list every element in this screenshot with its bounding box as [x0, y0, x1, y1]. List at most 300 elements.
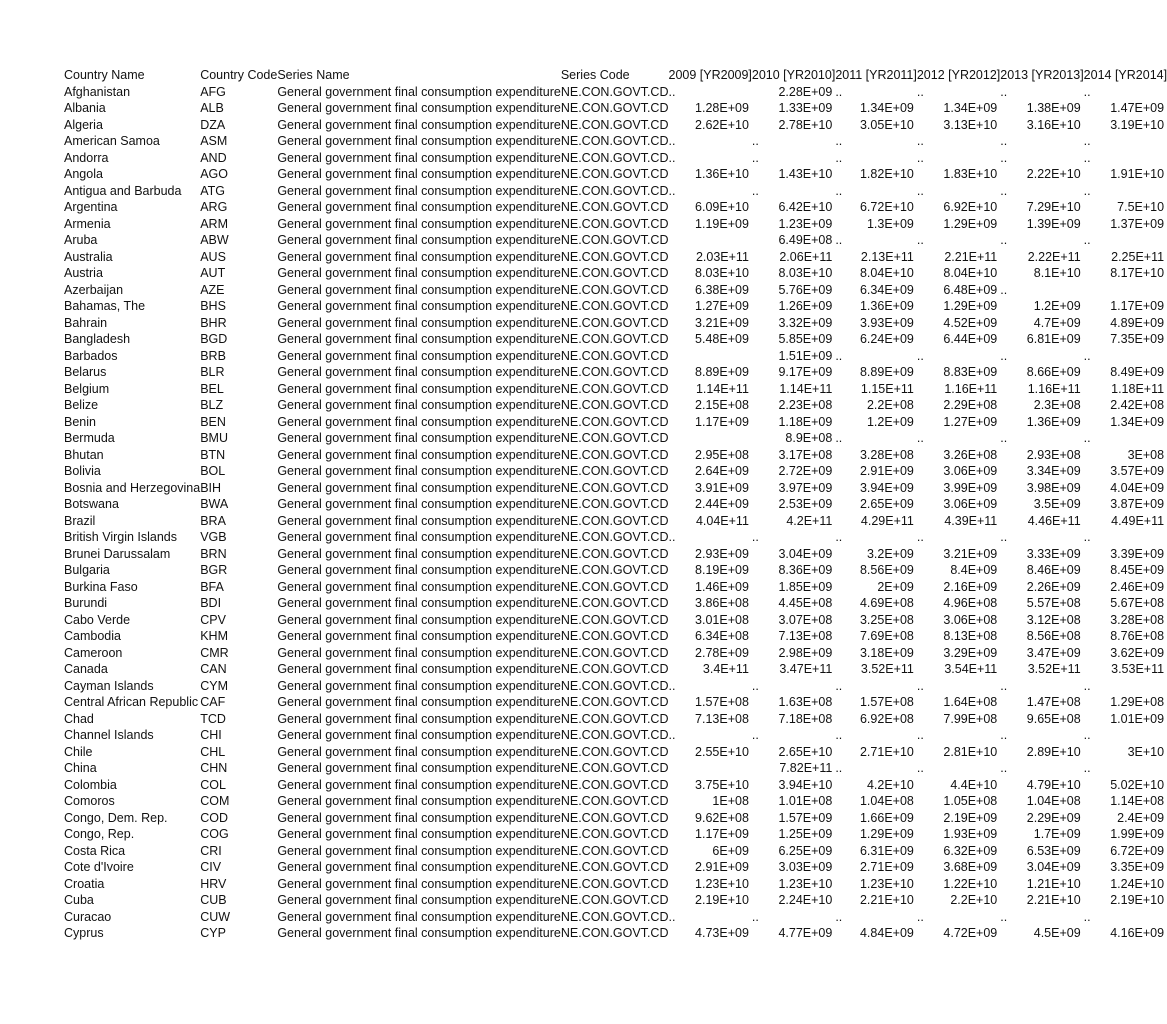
cell-series-name: General government final consumption expenditure — [277, 216, 561, 231]
cell-yr2011: .. — [835, 728, 843, 742]
table-row — [64, 133, 1167, 150]
cell-yr2009: .. — [668, 530, 676, 544]
cell-series-code: NE.CON.GOVT.CD — [560, 513, 669, 528]
cell-yr2010: 2.78E+10 — [778, 117, 833, 132]
cell-country-name: Cayman Islands — [64, 678, 154, 693]
cell-yr2014: 8.76E+08 — [1110, 629, 1165, 643]
table-row — [64, 315, 1167, 332]
table-row — [64, 480, 1167, 497]
cell-yr2011: .. — [835, 761, 843, 775]
cell-country-code: HRV — [200, 876, 227, 891]
cell-yr2012: 4.96E+08 — [943, 596, 998, 610]
cell-country-name: Botswana — [64, 497, 119, 511]
cell-yr2013: 7.29E+10 — [1026, 200, 1081, 214]
cell-yr2010: 7.13E+08 — [778, 629, 833, 643]
cell-series-name: General government final consumption expenditure — [277, 101, 561, 115]
cell-yr2012: 6.92E+10 — [943, 200, 998, 214]
cell-yr2013: 1.7E+09 — [1033, 827, 1081, 841]
cell-country-name: Bulgaria — [64, 563, 110, 577]
cell-series-name: General government final consumption expenditure — [277, 843, 561, 858]
table-body — [64, 84, 1167, 942]
cell-yr2012: 2.29E+08 — [943, 398, 998, 412]
cell-yr2011: 4.2E+10 — [866, 777, 914, 792]
cell-series-name: General government final consumption expenditure — [277, 728, 561, 742]
cell-yr2013: 8.1E+10 — [1033, 266, 1081, 280]
cell-yr2013: 6.53E+09 — [1026, 843, 1081, 858]
cell-series-name: General government final consumption expenditure — [277, 464, 561, 478]
cell-yr2013: 3.16E+10 — [1026, 117, 1081, 132]
cell-yr2014: .. — [1083, 84, 1091, 99]
cell-country-code: BIH — [200, 480, 222, 495]
cell-country-code: COG — [200, 827, 229, 841]
cell-country-code: BEN — [200, 414, 226, 429]
cell-series-name: General government final consumption expenditure — [277, 117, 561, 132]
cell-yr2013: 8.56E+08 — [1026, 629, 1081, 643]
cell-series-name: General government final consumption expenditure — [277, 167, 561, 181]
cell-yr2013: 2.21E+10 — [1026, 893, 1081, 907]
cell-yr2011: 3.93E+09 — [859, 315, 914, 330]
cell-country-code: CRI — [200, 843, 222, 858]
cell-country-name: Costa Rica — [64, 843, 126, 858]
cell-series-code: NE.CON.GOVT.CD — [560, 233, 669, 247]
cell-yr2013: 1.16E+11 — [1027, 381, 1081, 396]
cell-country-code: CUB — [200, 893, 227, 907]
cell-yr2009: .. — [668, 134, 676, 148]
cell-series-name: General government final consumption expenditure — [277, 84, 561, 99]
cell-yr2011: 2.2E+08 — [866, 398, 914, 412]
cell-country-code: CUW — [200, 909, 231, 924]
cell-yr2012: 3.68E+09 — [943, 860, 998, 874]
cell-yr2014: 3.57E+09 — [1110, 464, 1165, 478]
cell-yr2010: 6.25E+09 — [778, 843, 833, 858]
table-row — [64, 562, 1167, 579]
cell-yr2014: 3.62E+09 — [1110, 645, 1165, 660]
cell-yr2014: 2.4E+09 — [1117, 810, 1165, 825]
cell-yr2011: 1.04E+08 — [859, 794, 914, 808]
data-table — [64, 67, 1167, 942]
cell-country-code: ATG — [200, 183, 225, 198]
cell-country-name: Australia — [64, 249, 113, 264]
cell-yr2012: 3.26E+08 — [943, 447, 998, 462]
cell-yr2012: .. — [916, 431, 924, 445]
cell-yr2012: 8.13E+08 — [943, 629, 998, 643]
table-row — [64, 810, 1167, 827]
cell-series-code: NE.CON.GOVT.CD — [560, 629, 669, 643]
cell-series-name: General government final consumption expenditure — [277, 249, 561, 264]
cell-country-code: CPV — [200, 612, 226, 627]
cell-series-name: General government final consumption expenditure — [277, 579, 561, 594]
cell-yr2013: 3.33E+09 — [1026, 546, 1081, 561]
cell-yr2011: 4.84E+09 — [859, 926, 914, 940]
cell-yr2009 — [669, 760, 752, 777]
table-row — [64, 826, 1167, 843]
cell-yr2011: 4.69E+08 — [859, 596, 914, 610]
cell-country-name: Burundi — [64, 596, 108, 610]
cell-series-name: General government final consumption expenditure — [277, 695, 561, 709]
cell-yr2014: 1.17E+09 — [1110, 299, 1165, 313]
cell-yr2009: .. — [668, 150, 676, 165]
cell-series-code: NE.CON.GOVT.CD — [560, 860, 669, 874]
table-row — [64, 777, 1167, 794]
cell-series-code: NE.CON.GOVT.CD — [560, 117, 669, 132]
cell-yr2009: 2.64E+09 — [695, 464, 749, 478]
cell-series-code: NE.CON.GOVT.CD — [560, 596, 669, 610]
cell-country-code: BWA — [200, 497, 229, 511]
cell-series-name: General government final consumption expenditure — [277, 596, 561, 610]
table-row — [64, 612, 1167, 629]
cell-yr2009: 6E+09 — [712, 843, 749, 858]
cell-yr2013: 2.89E+10 — [1026, 744, 1081, 759]
cell-yr2011: 1.34E+09 — [859, 101, 914, 115]
cell-series-name: General government final consumption expenditure — [277, 563, 561, 577]
cell-yr2011: 1.29E+09 — [859, 827, 914, 841]
cell-series-name: General government final consumption expenditure — [277, 777, 561, 792]
cell-yr2009: 2.44E+09 — [695, 497, 749, 511]
cell-country-name: Angola — [64, 167, 103, 181]
cell-country-code: BEL — [200, 381, 224, 396]
cell-yr2012: .. — [916, 530, 924, 544]
cell-yr2013: .. — [1000, 761, 1008, 775]
cell-country-code: BGR — [200, 563, 228, 577]
column-header-series-name: Series Name — [277, 68, 350, 82]
table-row — [64, 694, 1167, 711]
cell-country-name: Argentina — [64, 200, 118, 214]
cell-yr2014: 1.34E+09 — [1110, 414, 1165, 429]
cell-yr2012: 1.27E+09 — [943, 414, 998, 429]
cell-country-name: Cyprus — [64, 926, 104, 940]
cell-yr2010: 7.18E+08 — [778, 711, 833, 726]
cell-yr2011: 2.21E+10 — [859, 893, 914, 907]
table-row — [64, 711, 1167, 728]
cell-yr2009: 1.57E+08 — [695, 695, 749, 709]
cell-country-name: Bahrain — [64, 315, 108, 330]
cell-yr2012: .. — [916, 233, 924, 247]
cell-country-code: CMR — [200, 645, 229, 660]
cell-yr2013: 3.52E+11 — [1027, 662, 1081, 676]
cell-country-name: Aruba — [64, 233, 98, 247]
cell-yr2011: 1.3E+09 — [866, 216, 914, 231]
cell-yr2013: 1.36E+09 — [1026, 414, 1081, 429]
cell-yr2011: 6.31E+09 — [859, 843, 914, 858]
cell-series-code: NE.CON.GOVT.CD — [560, 777, 669, 792]
cell-series-name: General government final consumption expenditure — [277, 794, 561, 808]
cell-yr2013: .. — [1000, 282, 1008, 297]
cell-series-name: General government final consumption expenditure — [277, 497, 561, 511]
cell-series-name: General government final consumption expenditure — [277, 827, 561, 841]
cell-yr2012: 1.05E+08 — [943, 794, 998, 808]
cell-yr2011: .. — [835, 84, 843, 99]
cell-yr2009: 1.46E+09 — [695, 579, 749, 594]
cell-country-name: Andorra — [64, 150, 109, 165]
cell-series-code: NE.CON.GOVT.CD — [560, 926, 669, 940]
cell-series-code: NE.CON.GOVT.CD — [560, 843, 669, 858]
cell-series-code: NE.CON.GOVT.CD — [560, 876, 669, 891]
cell-yr2010: 1.18E+09 — [778, 414, 833, 429]
cell-country-name: Cuba — [64, 893, 94, 907]
table-row — [64, 364, 1167, 381]
cell-series-code: NE.CON.GOVT.CD — [560, 365, 669, 379]
column-header-yr2009: 2009 [YR2009] — [668, 68, 752, 82]
cell-country-code: TCD — [200, 711, 226, 726]
cell-country-code: BRB — [200, 348, 226, 363]
cell-country-name: Azerbaijan — [64, 282, 124, 297]
cell-yr2013: 8.66E+09 — [1026, 365, 1081, 379]
cell-series-code: NE.CON.GOVT.CD — [560, 761, 669, 775]
cell-yr2009 — [669, 430, 752, 447]
cell-yr2009: 2.93E+09 — [695, 546, 749, 561]
cell-yr2011: 6.72E+10 — [859, 200, 914, 214]
cell-yr2013: 5.57E+08 — [1026, 596, 1081, 610]
cell-series-code: NE.CON.GOVT.CD — [560, 282, 669, 297]
cell-series-code: NE.CON.GOVT.CD — [560, 744, 669, 759]
cell-yr2011: 3.52E+11 — [860, 662, 914, 676]
cell-yr2014 — [1084, 282, 1167, 299]
cell-yr2013: .. — [1000, 134, 1008, 148]
cell-yr2013: 1.47E+08 — [1026, 695, 1081, 709]
cell-yr2012: 8.04E+10 — [943, 266, 998, 280]
cell-country-name: Cambodia — [64, 629, 121, 643]
cell-country-name: Bolivia — [64, 464, 101, 478]
cell-yr2012: 3.06E+09 — [943, 464, 998, 478]
cell-yr2009: 2.78E+09 — [695, 645, 749, 660]
cell-country-code: ASM — [200, 134, 228, 148]
column-header-country-name: Country Name — [64, 68, 145, 82]
cell-country-code: BHR — [200, 315, 227, 330]
cell-series-name: General government final consumption expenditure — [277, 183, 561, 198]
table-row — [64, 100, 1167, 117]
cell-yr2012: 6.32E+09 — [943, 843, 998, 858]
cell-yr2014: .. — [1083, 233, 1091, 247]
cell-yr2013: .. — [1000, 530, 1008, 544]
cell-yr2014: 3.19E+10 — [1110, 117, 1165, 132]
cell-series-code: NE.CON.GOVT.CD — [560, 332, 669, 346]
cell-country-name: Burkina Faso — [64, 579, 138, 594]
cell-country-name: Curacao — [64, 909, 112, 924]
cell-yr2009: 3.4E+11 — [702, 662, 749, 676]
cell-series-code: NE.CON.GOVT.CD — [560, 249, 669, 264]
cell-country-code: AZE — [200, 282, 225, 297]
cell-yr2011: 3.94E+09 — [859, 480, 914, 495]
cell-yr2014: .. — [1083, 728, 1091, 742]
cell-country-code: CAN — [200, 662, 227, 676]
cell-yr2010: 1.43E+10 — [778, 167, 833, 181]
cell-yr2012: 1.34E+09 — [943, 101, 998, 115]
cell-yr2014: 5.67E+08 — [1110, 596, 1165, 610]
cell-yr2011: .. — [835, 134, 843, 148]
cell-yr2012: 2.16E+09 — [943, 579, 998, 594]
cell-country-name: Cabo Verde — [64, 612, 131, 627]
cell-country-code: AUS — [200, 249, 226, 264]
cell-country-name: Algeria — [64, 117, 103, 132]
table-row — [64, 496, 1167, 513]
cell-yr2014: 1.91E+10 — [1110, 167, 1165, 181]
cell-yr2012: .. — [916, 909, 924, 924]
cell-yr2013: 4.79E+10 — [1026, 777, 1081, 792]
cell-series-code: NE.CON.GOVT.CD — [560, 695, 669, 709]
cell-yr2011: 3.2E+09 — [866, 546, 914, 561]
cell-yr2011: 3.25E+08 — [859, 612, 914, 627]
column-header-yr2012: 2012 [YR2012] — [916, 68, 1001, 82]
cell-yr2014: 1.29E+08 — [1110, 695, 1165, 709]
cell-yr2014: 5.02E+10 — [1110, 777, 1165, 792]
cell-yr2014: 7.35E+09 — [1110, 332, 1165, 346]
table-row — [64, 150, 1167, 167]
cell-yr2010: .. — [751, 678, 759, 693]
cell-yr2010: 7.82E+11 — [779, 761, 833, 775]
cell-series-name: General government final consumption expenditure — [277, 909, 561, 924]
cell-yr2009: 6.38E+09 — [695, 282, 749, 297]
table-row — [64, 183, 1167, 200]
cell-yr2009: 4.73E+09 — [695, 926, 749, 940]
cell-yr2010: 1.23E+10 — [778, 876, 833, 891]
cell-country-code: CYP — [200, 926, 226, 940]
cell-yr2012: 4.72E+09 — [943, 926, 998, 940]
cell-series-name: General government final consumption expenditure — [277, 662, 561, 676]
cell-yr2009: 6.34E+08 — [695, 629, 749, 643]
cell-yr2013: .. — [1000, 348, 1008, 363]
cell-yr2011: 2.71E+09 — [859, 860, 914, 874]
cell-series-code: NE.CON.GOVT.CD — [560, 563, 669, 577]
cell-yr2010: 4.2E+11 — [786, 513, 833, 528]
cell-yr2009: .. — [668, 728, 676, 742]
cell-series-name: General government final consumption expenditure — [277, 678, 561, 693]
cell-yr2013: 1.2E+09 — [1033, 299, 1081, 313]
cell-country-code: BLR — [200, 365, 225, 379]
cell-series-name: General government final consumption expenditure — [277, 744, 561, 759]
cell-series-name: General government final consumption expenditure — [277, 876, 561, 891]
cell-country-name: Chile — [64, 744, 93, 759]
cell-yr2013: .. — [1000, 84, 1008, 99]
cell-yr2013: 3.34E+09 — [1026, 464, 1081, 478]
table-row — [64, 199, 1167, 216]
cell-yr2009: 1.19E+09 — [695, 216, 749, 231]
cell-yr2012: 3.29E+09 — [943, 645, 998, 660]
cell-yr2012: 3.21E+09 — [943, 546, 998, 561]
cell-country-code: BGD — [200, 332, 228, 346]
cell-series-name: General government final consumption expenditure — [277, 629, 561, 643]
cell-yr2010: 2.53E+09 — [778, 497, 833, 511]
column-header-yr2014: 2014 [YR2014] — [1083, 68, 1167, 82]
cell-series-code: NE.CON.GOVT.CD — [560, 728, 669, 742]
cell-yr2010: .. — [751, 183, 759, 198]
cell-series-code: NE.CON.GOVT.CD — [560, 431, 669, 445]
cell-series-code: NE.CON.GOVT.CD — [560, 579, 669, 594]
cell-country-code: CYM — [200, 678, 228, 693]
cell-yr2014: 2.19E+10 — [1110, 893, 1165, 907]
cell-yr2009: 1.14E+11 — [695, 381, 749, 396]
cell-series-code: NE.CON.GOVT.CD — [560, 150, 669, 165]
cell-country-code: BHS — [200, 299, 226, 313]
cell-yr2011: .. — [835, 183, 843, 198]
cell-series-name: General government final consumption expenditure — [277, 480, 561, 495]
cell-country-name: Cameroon — [64, 645, 123, 660]
cell-yr2011: .. — [835, 431, 843, 445]
cell-yr2012: 1.22E+10 — [943, 876, 998, 891]
cell-country-code: AUT — [200, 266, 226, 280]
cell-country-name: China — [64, 761, 97, 775]
cell-yr2012: 4.39E+11 — [944, 513, 998, 528]
cell-country-name: Albania — [64, 101, 106, 115]
column-header-yr2010: 2010 [YR2010] — [751, 68, 836, 82]
cell-yr2014: 1.24E+10 — [1110, 876, 1165, 891]
cell-country-name: Austria — [64, 266, 103, 280]
column-header-series-code: Series Code — [560, 68, 630, 82]
cell-country-code: COM — [200, 794, 230, 808]
cell-country-name: Belgium — [64, 381, 110, 396]
cell-yr2014: .. — [1083, 530, 1091, 544]
cell-yr2012: .. — [916, 150, 924, 165]
table-row — [64, 760, 1167, 777]
cell-yr2014: 4.16E+09 — [1110, 926, 1165, 940]
cell-country-code: BRA — [200, 513, 226, 528]
cell-yr2010: .. — [751, 134, 759, 148]
cell-country-code: COD — [200, 810, 228, 825]
cell-yr2012: 3.54E+11 — [944, 662, 998, 676]
cell-series-name: General government final consumption expenditure — [277, 530, 561, 544]
cell-yr2010: 2.06E+11 — [779, 249, 833, 264]
table-row — [64, 579, 1167, 596]
cell-yr2009: 2.03E+11 — [695, 249, 749, 264]
cell-yr2014: .. — [1083, 150, 1091, 165]
cell-yr2009: 1E+08 — [712, 794, 749, 808]
cell-yr2009: 3.86E+08 — [695, 596, 749, 610]
cell-country-name: Armenia — [64, 216, 111, 231]
cell-yr2014: .. — [1083, 183, 1091, 198]
cell-yr2014: .. — [1083, 431, 1091, 445]
cell-series-code: NE.CON.GOVT.CD — [560, 893, 669, 907]
cell-series-code: NE.CON.GOVT.CD — [560, 612, 669, 627]
cell-yr2014: 7.5E+10 — [1117, 200, 1165, 214]
cell-yr2010: 9.17E+09 — [778, 365, 833, 379]
cell-yr2010: 2.24E+10 — [778, 893, 833, 907]
table-row — [64, 661, 1167, 678]
cell-series-code: NE.CON.GOVT.CD — [560, 200, 669, 214]
cell-country-code: BTN — [200, 447, 226, 462]
cell-yr2011: .. — [835, 150, 843, 165]
cell-series-name: General government final consumption expenditure — [277, 711, 561, 726]
table-row — [64, 529, 1167, 546]
cell-series-code: NE.CON.GOVT.CD — [560, 546, 669, 561]
cell-country-name: Bosnia and Herzegovina — [64, 480, 201, 495]
cell-yr2014: 8.45E+09 — [1110, 563, 1165, 577]
table-row — [64, 628, 1167, 645]
cell-yr2009: 3.75E+10 — [695, 777, 749, 792]
column-header-country-code: Country Code — [200, 68, 278, 82]
cell-yr2014: 3.35E+09 — [1110, 860, 1165, 874]
cell-yr2014: .. — [1083, 134, 1091, 148]
cell-yr2012: .. — [916, 761, 924, 775]
cell-yr2010: 5.85E+09 — [778, 332, 833, 346]
cell-yr2013: 2.29E+09 — [1026, 810, 1081, 825]
cell-yr2010: 6.49E+08 — [778, 233, 833, 247]
cell-series-name: General government final consumption expenditure — [277, 926, 561, 940]
cell-yr2010: 6.42E+10 — [778, 200, 833, 214]
cell-yr2014: 2.46E+09 — [1110, 579, 1165, 594]
cell-country-name: Congo, Rep. — [64, 827, 135, 841]
table-row — [64, 513, 1167, 530]
cell-series-name: General government final consumption expenditure — [277, 282, 561, 297]
cell-yr2009: 9.62E+08 — [695, 810, 749, 825]
cell-yr2009: .. — [668, 678, 676, 693]
cell-country-name: Barbados — [64, 348, 118, 363]
cell-yr2010: 3.47E+11 — [779, 662, 833, 676]
cell-yr2013: .. — [1000, 233, 1008, 247]
cell-yr2012: .. — [916, 134, 924, 148]
cell-yr2014: .. — [1083, 348, 1091, 363]
cell-yr2012: 3.13E+10 — [943, 117, 998, 132]
cell-series-name: General government final consumption expenditure — [277, 233, 561, 247]
cell-series-code: NE.CON.GOVT.CD — [560, 810, 669, 825]
